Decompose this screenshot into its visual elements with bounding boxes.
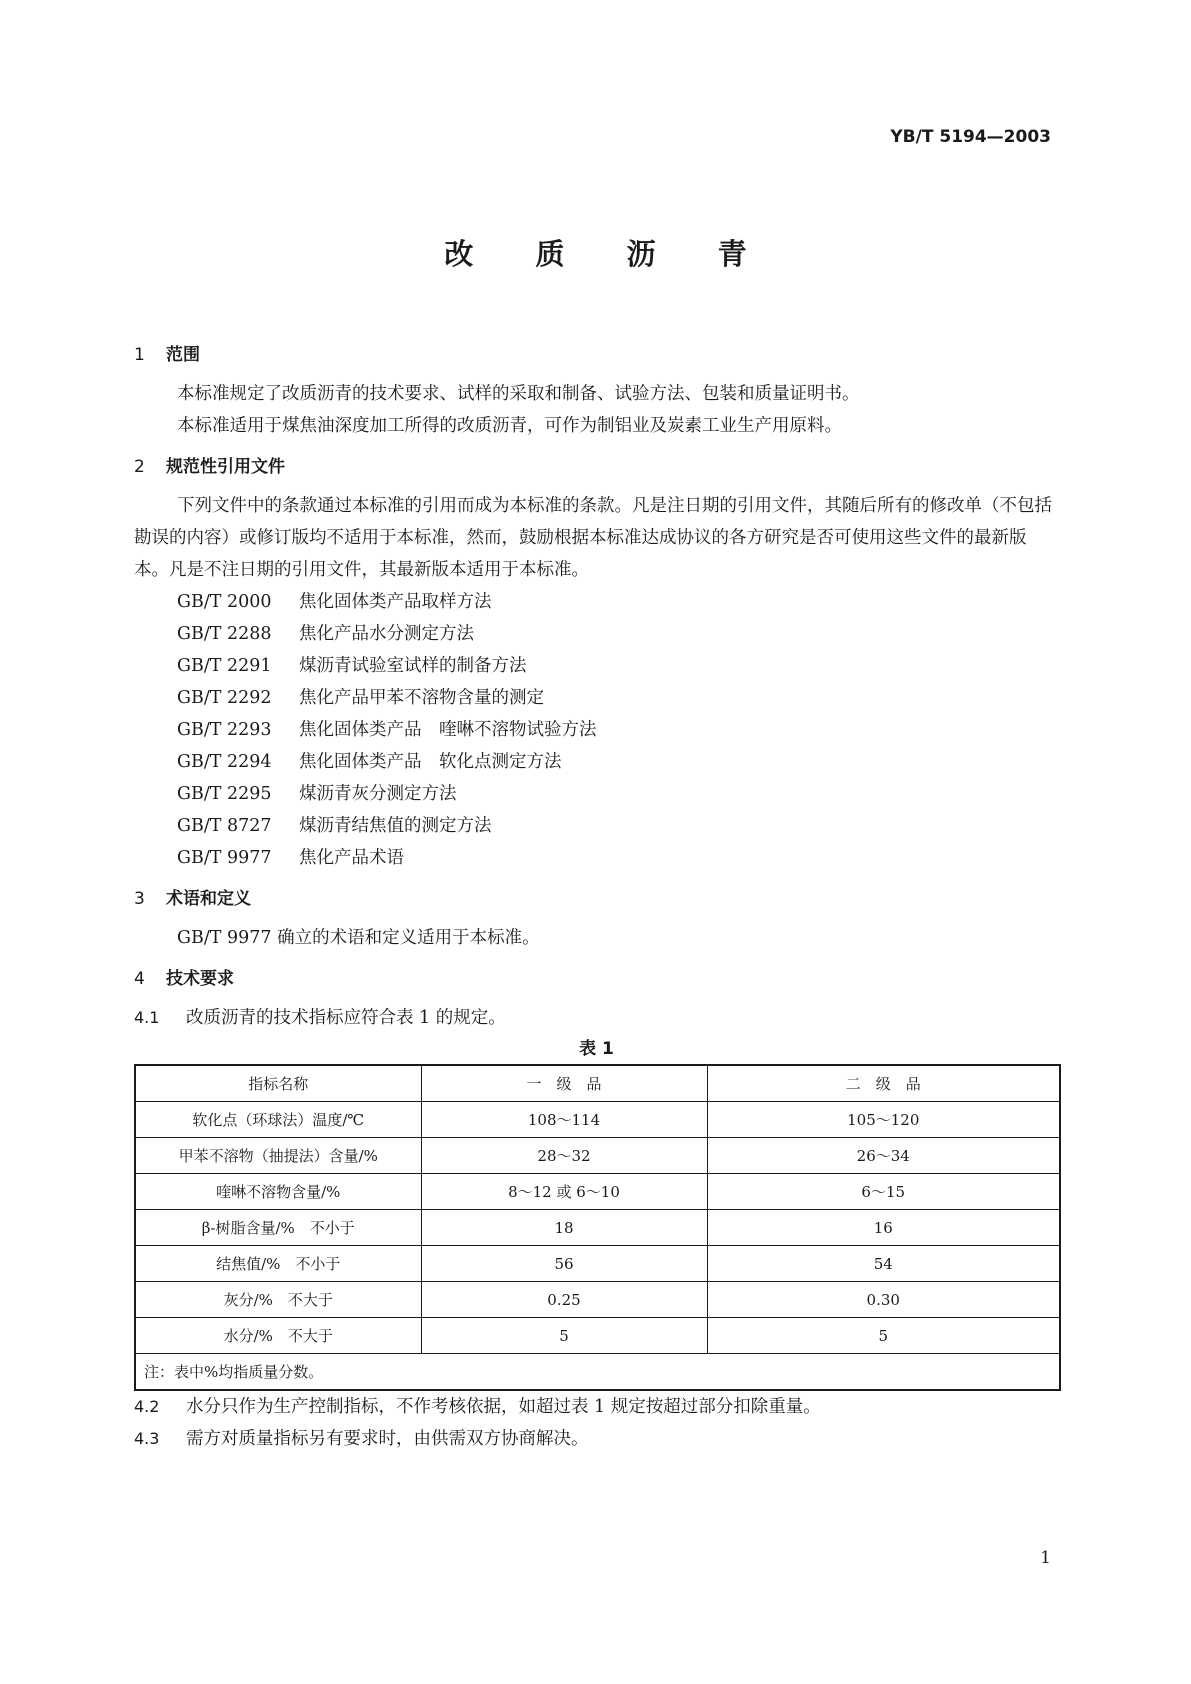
section-1-paragraph-1: 本标准规定了改质沥青的技术要求、试样的采取和制备、试验方法、包装和质量证明书。 [177, 384, 860, 404]
table-cell: 18 [421, 1210, 707, 1246]
section-2-heading [134, 452, 1059, 482]
table-header-cell: 二 级 品 [707, 1065, 1060, 1102]
table-cell: 108～114 [421, 1102, 707, 1138]
table-row [135, 1102, 1060, 1138]
table-cell: β-树脂含量/% 不小于 [135, 1210, 421, 1246]
table-cell: 0.30 [707, 1282, 1060, 1318]
table-cell: 26～34 [707, 1138, 1060, 1174]
table-cell: 5 [421, 1318, 707, 1354]
section-title: 范围 [166, 345, 200, 365]
table-cell: 结焦值/% 不小于 [135, 1246, 421, 1282]
table-cell: 0.25 [421, 1282, 707, 1318]
table-header-cell: 一 级 品 [421, 1065, 707, 1102]
clause-4-2 [134, 1391, 1059, 1423]
reference-item [177, 714, 1059, 746]
reference-title: 焦化产品术语 [299, 848, 404, 868]
reference-item [177, 618, 1059, 650]
standard-number: YB/T 5194—2003 [890, 127, 1051, 147]
reference-title: 煤沥青结焦值的测定方法 [299, 816, 492, 836]
reference-item [177, 586, 1059, 618]
reference-code: GB/T 8727 [177, 816, 272, 836]
section-number: 3 [134, 889, 145, 909]
reference-code: GB/T 2288 [177, 624, 272, 644]
reference-code: GB/T 2294 [177, 752, 272, 772]
reference-title: 煤沥青试验室试样的制备方法 [299, 656, 527, 676]
spec-table [134, 1064, 1061, 1391]
document-title: 改 质 沥 青 [444, 237, 773, 271]
reference-item [177, 842, 1059, 874]
reference-title: 焦化固体类产品 喹啉不溶物试验方法 [299, 720, 597, 740]
table-cell: 54 [707, 1246, 1060, 1282]
reference-code: GB/T 2293 [177, 720, 272, 740]
reference-code: GB/T 2292 [177, 688, 272, 708]
clause-number: 4.2 [134, 1397, 160, 1416]
document-body [134, 340, 1059, 1455]
reference-code: GB/T 2295 [177, 784, 272, 804]
table-caption: 表 1 [579, 1039, 614, 1059]
reference-item [177, 650, 1059, 682]
table-row [135, 1246, 1060, 1282]
reference-code: GB/T 9977 [177, 848, 272, 868]
section-title: 规范性引用文件 [166, 457, 285, 477]
table-row [135, 1318, 1060, 1354]
page-number: 1 [1040, 1548, 1051, 1568]
section-number: 2 [134, 457, 145, 477]
table-row [135, 1282, 1060, 1318]
table-header-row [135, 1065, 1060, 1102]
section-title: 术语和定义 [166, 889, 251, 909]
table-cell: 灰分/% 不大于 [135, 1282, 421, 1318]
section-3-paragraph: GB/T 9977 确立的术语和定义适用于本标准。 [177, 928, 540, 948]
clause-text: 改质沥青的技术指标应符合表 1 的规定。 [186, 1008, 506, 1028]
section-number: 4 [134, 969, 145, 989]
table-row [135, 1174, 1060, 1210]
table-cell: 16 [707, 1210, 1060, 1246]
table-row [135, 1138, 1060, 1174]
reference-item [177, 810, 1059, 842]
table-cell: 5 [707, 1318, 1060, 1354]
table-note-row [135, 1354, 1060, 1391]
clause-4-1 [134, 1002, 1059, 1034]
table-cell: 56 [421, 1246, 707, 1282]
reference-item [177, 746, 1059, 778]
table-cell: 水分/% 不大于 [135, 1318, 421, 1354]
table-note: 注：表中%均指质量分数。 [135, 1354, 1060, 1391]
reference-title: 焦化固体类产品取样方法 [299, 592, 492, 612]
section-1-paragraph-2: 本标准适用于煤焦油深度加工所得的改质沥青，可作为制铝业及炭素工业生产用原料。 [177, 416, 842, 436]
section-2-intro: 下列文件中的条款通过本标准的引用而成为本标准的条款。凡是注日期的引用文件，其随后所有的修改单（不包括勘误的内容）或修订版均不适用于本标准，然而，鼓励根据本标准达成协议的各方研究是否可使用这些文件的最新版本。凡是不注日期的引用文件，其最新版本适用于本标准。 [134, 496, 1052, 580]
reference-title: 焦化固体类产品 软化点测定方法 [299, 752, 562, 772]
table-row [135, 1210, 1060, 1246]
clause-text: 需方对质量指标另有要求时，由供需双方协商解决。 [186, 1429, 589, 1449]
table-header-cell: 指标名称 [135, 1065, 421, 1102]
clause-number: 4.1 [134, 1008, 160, 1027]
table-cell: 28～32 [421, 1138, 707, 1174]
section-3-heading [134, 884, 1059, 914]
reference-list [177, 586, 1059, 874]
section-1-heading [134, 340, 1059, 370]
reference-item [177, 778, 1059, 810]
reference-title: 煤沥青灰分测定方法 [299, 784, 457, 804]
table-cell: 6～15 [707, 1174, 1060, 1210]
table-cell: 甲苯不溶物（抽提法）含量/% [135, 1138, 421, 1174]
reference-code: GB/T 2000 [177, 592, 272, 612]
reference-title: 焦化产品甲苯不溶物含量的测定 [299, 688, 544, 708]
reference-code: GB/T 2291 [177, 656, 272, 676]
reference-item [177, 682, 1059, 714]
table-cell: 软化点（环球法）温度/℃ [135, 1102, 421, 1138]
section-number: 1 [134, 345, 145, 365]
table-cell: 8～12 或 6～10 [421, 1174, 707, 1210]
section-title: 技术要求 [166, 969, 234, 989]
reference-title: 焦化产品水分测定方法 [299, 624, 474, 644]
clause-4-3 [134, 1423, 1059, 1455]
section-4-heading [134, 964, 1059, 994]
clause-text: 水分只作为生产控制指标，不作考核依据，如超过表 1 规定按超过部分扣除重量。 [186, 1397, 821, 1417]
table-cell: 喹啉不溶物含量/% [135, 1174, 421, 1210]
clause-number: 4.3 [134, 1429, 160, 1448]
table-cell: 105～120 [707, 1102, 1060, 1138]
